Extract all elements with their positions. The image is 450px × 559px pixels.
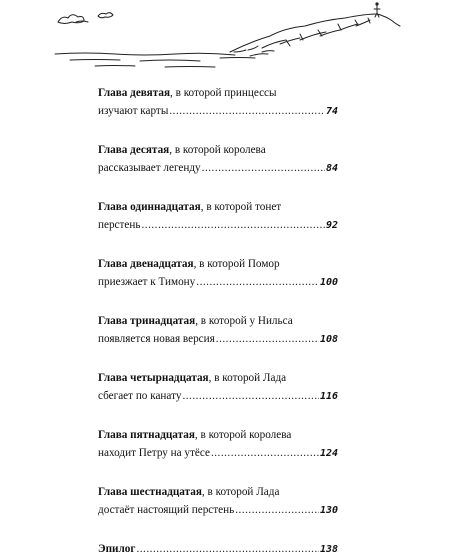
dot-leader — [202, 160, 325, 178]
dot-leader — [141, 217, 324, 235]
toc-entry[interactable] — [98, 370, 338, 405]
chapter-subtitle-part2: рассказывает легенду — [98, 161, 201, 174]
page-number: 92 — [325, 219, 338, 231]
chapter-subtitle-part1: , в которой у Нильса — [195, 315, 293, 327]
page-number: 108 — [319, 333, 338, 345]
dot-leader — [211, 445, 319, 463]
chapter-subtitle-part1: , в которой Лада — [201, 486, 280, 498]
chapter-subtitle-part2: появляется новая версия — [98, 332, 215, 345]
chapter-subtitle-part2: находит Петру на утёсе — [98, 446, 210, 459]
chapter-title: Глава четырнадцатая — [98, 372, 209, 384]
chapter-subtitle-part1: , в которой Лада — [208, 372, 287, 384]
dot-leader — [235, 502, 319, 520]
toc-entry-epilogue[interactable] — [98, 541, 338, 559]
chapter-subtitle-part2: сбегает по канату — [98, 389, 182, 402]
page-number: 124 — [319, 447, 338, 459]
chapter-title: Глава одиннадцатая — [98, 201, 201, 213]
page-number: 130 — [319, 504, 338, 516]
dot-leader — [169, 103, 325, 121]
chapter-title: Глава тринадцатая — [98, 315, 196, 327]
coastal-cliff-illustration — [0, 0, 450, 75]
table-of-contents — [98, 85, 338, 559]
chapter-subtitle-part1: , в которой Помор — [193, 258, 280, 270]
toc-entry[interactable] — [98, 142, 338, 177]
dot-leader — [196, 274, 319, 292]
chapter-subtitle-part2: достаёт настоящий перстень — [98, 503, 235, 516]
dot-leader — [182, 388, 319, 406]
chapter-subtitle-part1: , в которой тонет — [200, 201, 282, 213]
page-number: 84 — [325, 162, 338, 174]
dot-leader — [136, 541, 319, 559]
toc-entry[interactable] — [98, 427, 338, 462]
chapter-title: Глава девятая — [98, 87, 171, 99]
chapter-subtitle-part2: перстень — [98, 218, 141, 231]
toc-entry[interactable] — [98, 484, 338, 519]
page-number: 74 — [325, 105, 338, 117]
page-number: 138 — [319, 544, 338, 555]
chapter-title: Глава шестнадцатая — [98, 486, 202, 498]
chapter-title: Глава десятая — [98, 144, 170, 156]
chapter-subtitle-part1: , в которой королева — [194, 429, 292, 441]
chapter-title: Эпилог — [98, 543, 136, 555]
page-number: 116 — [319, 390, 338, 402]
chapter-subtitle-part1: , в которой королева — [169, 144, 266, 156]
dot-leader — [216, 331, 319, 349]
chapter-subtitle-part1: , в которой принцессы — [170, 87, 277, 99]
chapter-title: Глава двенадцатая — [98, 258, 194, 270]
page-number: 100 — [319, 276, 338, 288]
toc-entry[interactable] — [98, 256, 338, 291]
chapter-subtitle-part2: изучают карты — [98, 104, 169, 117]
figure-head-icon — [375, 2, 378, 5]
toc-entry[interactable] — [98, 199, 338, 234]
toc-entry[interactable] — [98, 313, 338, 348]
chapter-title: Глава пятнадцатая — [98, 429, 195, 441]
toc-entry[interactable] — [98, 85, 338, 120]
chapter-subtitle-part2: приезжает к Тимону — [98, 275, 196, 288]
